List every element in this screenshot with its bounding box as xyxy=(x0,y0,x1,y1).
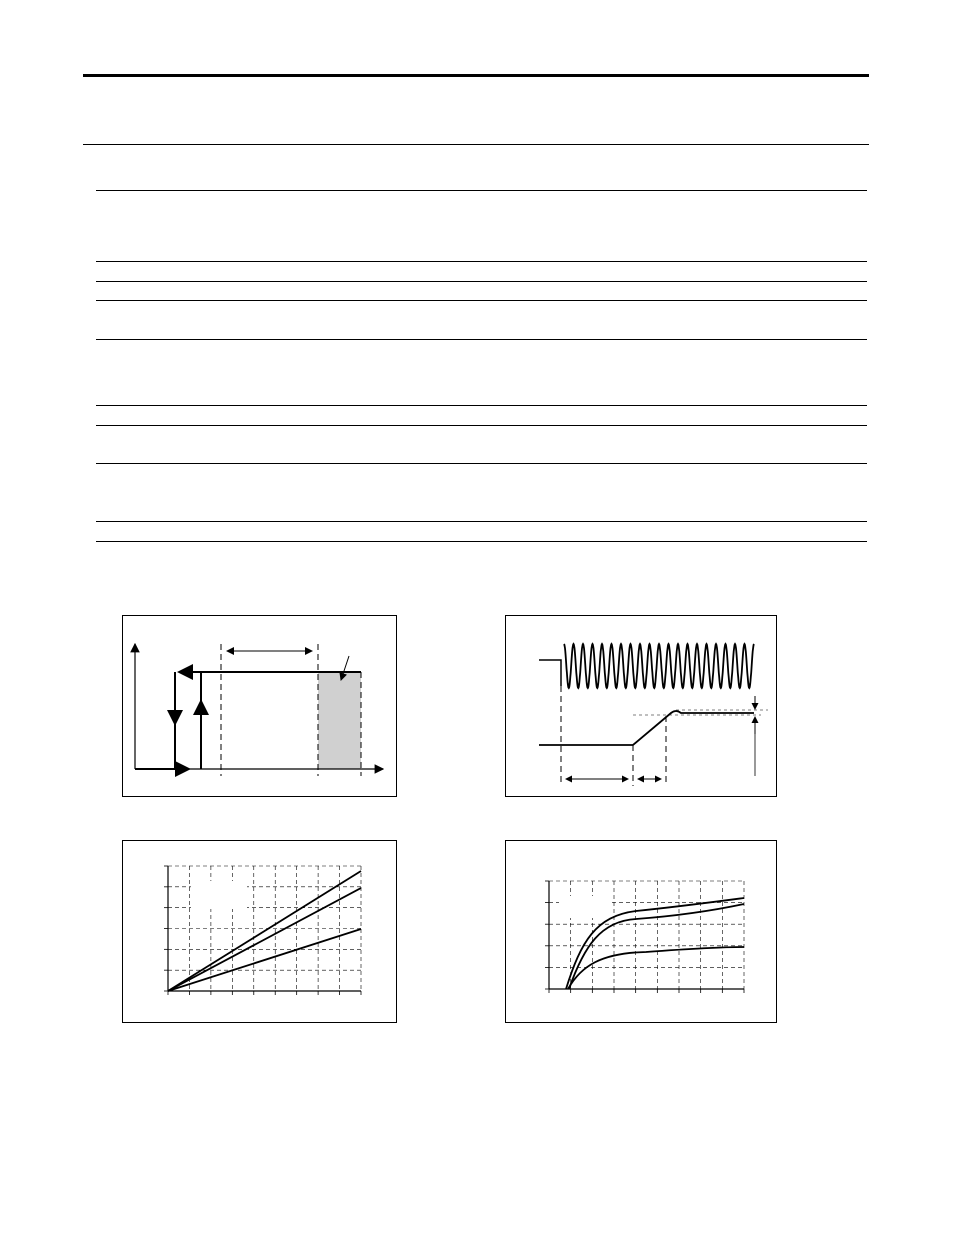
startup-waveform xyxy=(506,616,778,798)
shaded-region xyxy=(318,672,361,769)
table-row-divider xyxy=(96,425,867,426)
table-row-divider xyxy=(96,300,867,301)
oscillation-waveform xyxy=(564,644,754,688)
table-row-divider xyxy=(96,339,867,340)
header-rule xyxy=(83,74,869,77)
table-row-divider xyxy=(96,281,867,282)
figure-oscillator-startup xyxy=(505,615,777,797)
curve-3 xyxy=(568,947,744,989)
table-row-divider xyxy=(96,521,867,522)
hysteresis-diagram xyxy=(123,616,398,798)
saturation-curves-graph xyxy=(506,841,778,1024)
label-area xyxy=(191,881,247,909)
pre-start-level xyxy=(539,660,561,686)
figure-saturation-curves xyxy=(505,840,777,1023)
table-row-divider xyxy=(96,541,867,542)
figure-linear-curves xyxy=(122,840,397,1023)
figure-hysteresis-window xyxy=(122,615,397,797)
table-row-divider xyxy=(96,190,867,191)
table-row-divider xyxy=(96,261,867,262)
curve-3 xyxy=(168,929,361,991)
linear-curves-graph xyxy=(123,841,398,1024)
table-row-divider xyxy=(96,463,867,464)
label-area xyxy=(559,896,609,918)
supply-ramp xyxy=(539,711,754,745)
table-row-divider xyxy=(96,405,867,406)
table-top-rule xyxy=(83,144,869,145)
